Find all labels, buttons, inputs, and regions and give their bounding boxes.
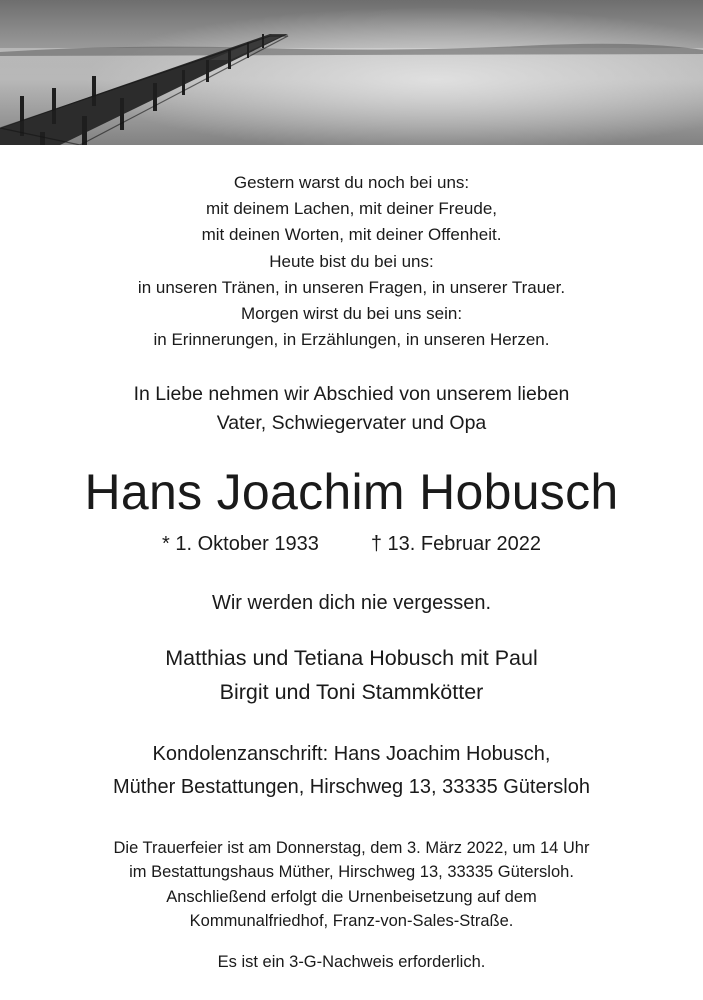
death-date: † 13. Februar 2022 (370, 533, 541, 555)
poem-line: mit deinen Worten, mit deiner Offenheit. (201, 225, 502, 245)
family-line: Birgit und Toni Stammkötter (219, 680, 484, 704)
deceased-name: Hans Joachim Hobusch (84, 464, 619, 520)
intro-line: In Liebe nehmen wir Abschied von unserem lieben (133, 383, 570, 405)
condolence-line: Müther Bestattungen, Hirschweg 13, 33335 Gütersloh (113, 776, 590, 798)
ceremony-line: Anschließend erfolgt die Urnenbeisetzung auf dem (166, 887, 537, 906)
intro-line: Vater, Schwiegervater und Opa (216, 412, 487, 434)
poem-line: mit deinem Lachen, mit deiner Freude, (205, 199, 498, 219)
farewell-message: Wir werden dich nie vergessen. (211, 592, 491, 614)
poem-line: in unseren Tränen, in unseren Fragen, in unserer Trauer. (137, 277, 566, 297)
life-dates (0, 530, 703, 558)
family-line: Matthias und Tetiana Hobusch mit Paul (165, 646, 538, 670)
covid-notice: Es ist ein 3-G-Nachweis erforderlich. (217, 953, 486, 971)
ceremony-line: im Bestattungshaus Müther, Hirschweg 13, 33335 Gütersloh. (129, 863, 574, 882)
ceremony-line: Die Trauerfeier ist am Donnerstag, dem 3. März 2022, um 14 Uhr (113, 839, 590, 857)
family-signatures (0, 641, 703, 709)
poem-line: in Erinnerungen, in Erzählungen, in unseren Herzen. (153, 330, 550, 350)
header-photo (0, 0, 703, 145)
poem-line: Heute bist du bei uns: (269, 251, 434, 271)
ceremony-info (0, 836, 703, 934)
birth-date: * 1. Oktober 1933 (162, 533, 319, 555)
poem-line: Gestern warst du noch bei uns: (233, 173, 470, 192)
ceremony-line: Kommunalfriedhof, Franz-von-Sales-Straße. (189, 912, 514, 931)
condolence-line: Kondolenzanschrift: Hans Joachim Hobusch, (152, 743, 551, 765)
jetty-lake-photo-icon (0, 0, 703, 145)
poem-line: Morgen wirst du bei uns sein: (240, 304, 463, 324)
farewell-intro (0, 380, 703, 438)
poem (0, 170, 703, 353)
condolence-address (0, 738, 703, 804)
